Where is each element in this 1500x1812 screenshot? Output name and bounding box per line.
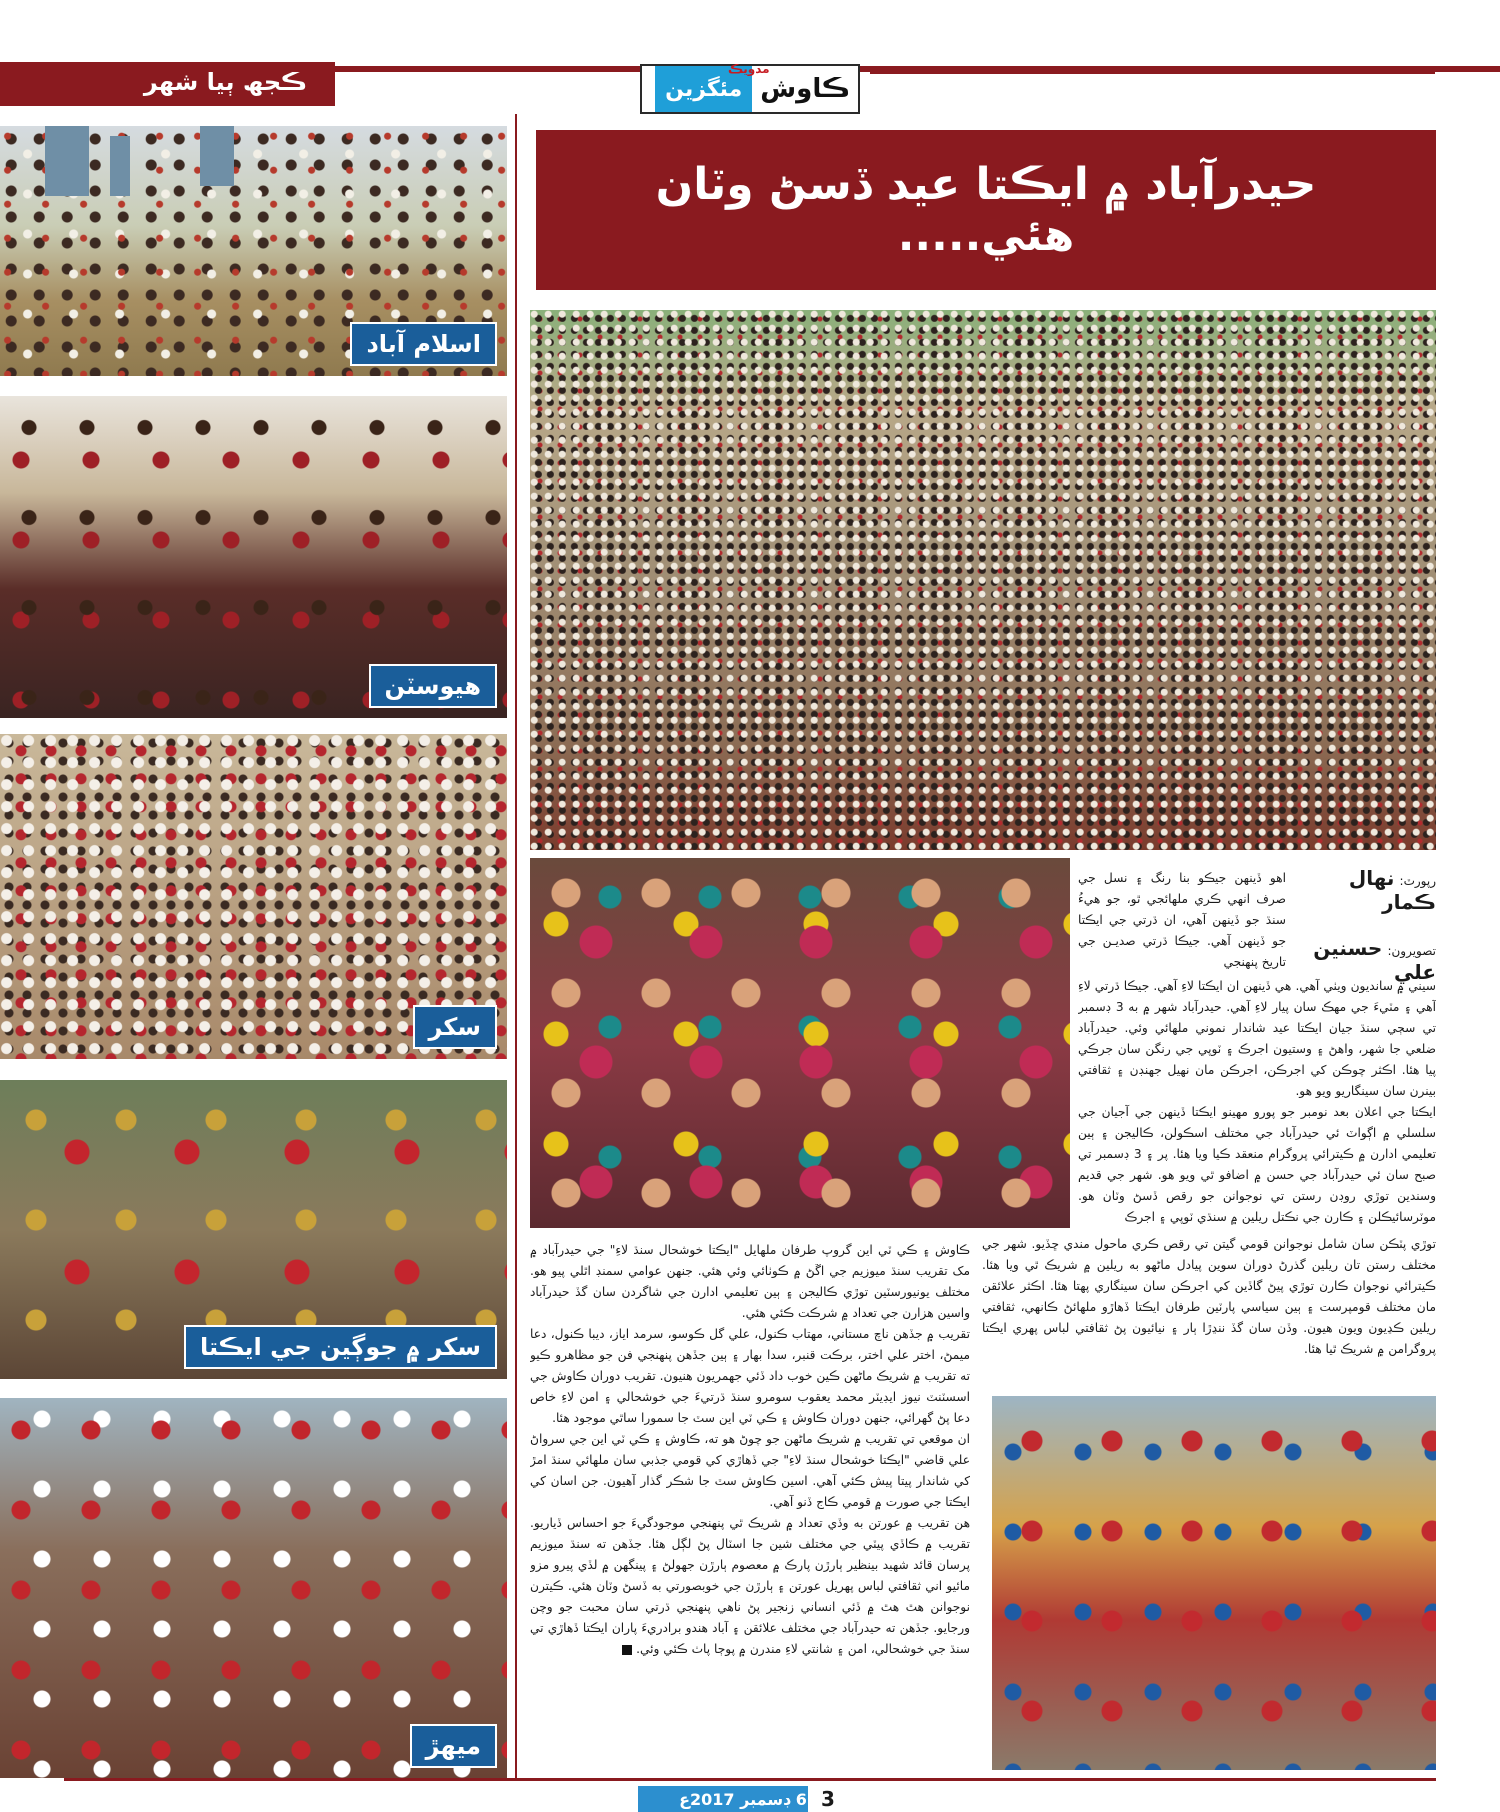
article-paragraph: ان موقعي تي تقريب ۾ شريڪ ماڻهن جو چوڻ هو ته، ڪاوش ۽ ڪي ٽي اين جي سرواڻ علي قاضي "ايڪتا خوشحال سنڌ لاءِ" جي ڏهاڙي کي قومي جذبي سان ملهائي سنڌ امڙ کي شاندار پيتا پيش ڪئي آهي. اسين ڪاوش سٽ جا شڪر گذار آهيون. جن اسان کي ايڪتا جي صورت ۾ قومي ڪاج ڏنو آهي. <box>530 1432 970 1509</box>
photo-label: سکر ۾ جوڳين جي ايڪتا <box>184 1325 497 1369</box>
photo-islamabad <box>0 126 507 376</box>
photo-name: حسنين علي <box>1313 936 1436 984</box>
column-rule <box>515 114 517 1780</box>
page-number: 3 <box>808 1786 848 1812</box>
photo-mehar <box>0 1398 507 1778</box>
article-wide-block <box>982 1234 1436 1394</box>
article-paragraph: سيني ۾ سانديون ويٺي آهي. هي ڏينهن ان ايڪتا لاءِ آهي. جيڪا ڌرتي لاءِ آهي ۽ مٽيءَ جي مهڪ سان پيار لاءِ آهي. حيدرآباد شهر ۾ به 3 ڊسمبر تي سڄي سنڌ جيان ايڪتا عيد شاندار نموني ملهائي وئي. حيدرآباد ضلعي جا شهر، واهڻ ۽ وستيون اجرڪ ۽ ٽوپي جي رنگن سان جرڪي پيا هئا. اڪثر چوڪن کي اجرڪن، اجرڪن مان نهيل جهنڊن ۽ ثقافتي بينرن سان سينگاريو ويو هو. <box>1078 979 1436 1098</box>
masthead-main: ڪاوش <box>760 74 850 104</box>
photo-label: ميهڙ <box>410 1724 497 1768</box>
masthead-small: مدويڪ <box>728 62 770 76</box>
article-paragraph: اهو ڏينهن جيڪو بنا رنگ ۽ نسل جي صرف انهي ڪري ملهائجي ٿو، جو هيءُ سنڌ جو ڏينهن آهي، ان ڌرتي جي ايڪتا جو ڏينهن آهي. جيڪا ڌرتي صديـن جي تاريخ پنهنجي <box>1078 871 1286 969</box>
top-rule-thin <box>870 72 1435 74</box>
report-name: نهال ڪمار <box>1348 866 1436 914</box>
article-paragraph <box>530 1513 970 1660</box>
section-title: ڪجھ ٻيا شهر <box>0 62 335 106</box>
photo-role: تصويرون: <box>1387 944 1436 958</box>
byline <box>1290 866 1436 984</box>
photo-houston <box>0 396 507 718</box>
article-right-column <box>1078 976 1436 1230</box>
article-intro <box>1078 868 1286 970</box>
masthead-logo <box>640 64 860 114</box>
footer-date: 6 ڊسمبر 2017ع <box>638 1786 848 1812</box>
report-role: رپورٽ: <box>1399 874 1436 888</box>
article-text: هن تقريب ۾ عورتن به وڏي تعداد ۾ شريڪ ٿي پنهنجي موجودگيءَ جو احساس ڏياريو. تقريب ۾ ڪاڏي پيٽي جي مختلف شين جا اسٽال پڻ لڳل هئا. جڏهن ته سنڌ ميوزيم پرسان قائد شهيد بينظير ٻارڙن پارڪ ۾ معصوم ٻارڙن جهولڻ ۽ پينگهن ۾ لڏي پيرو مزو مائيو اني ثقافتي لباس پهريل عورتن ۽ ٻارڙن جي خوبصورتي به ڏسڻ وٽان هئي. ڪيترن نوجوانن هٿ هٿ ۾ ڏئي انساني زنجير پڻ ناهي پنهنجي ڌرتي سان محبت جو وچن ورجايو. جڏهن ته حيدرآباد جي مختلف علائقن ۽ آباد هندو برادريءَ پاران ايڪتا ڏهاڙي تي سنڌ جي خوشحالي، امن ۽ شانتي لاءِ مندرن ۾ پوڄا پاٺ ڪئي وئي. <box>530 1516 970 1656</box>
photo-label: هيوسٽن <box>369 664 497 708</box>
main-photo-crowd <box>530 310 1436 850</box>
end-mark-icon <box>622 1645 632 1655</box>
headline: حيدرآباد ۾ ايڪتا عيد ڏسڻ وٽان هئي..... <box>536 130 1436 290</box>
article-middle-column <box>530 1240 970 1772</box>
photo-label: اسلام آباد <box>350 322 497 366</box>
bottom-rule <box>64 1778 1436 1781</box>
photo-sukkur-jogi <box>0 1080 507 1379</box>
photo-women-selfie <box>530 858 1070 1228</box>
article-paragraph: ايڪتا جي اعلان بعد نومبر جو پورو مهينو ايڪتا ڏينهن جي آجيان جي سلسلي ۾ اڳواٽ ئي حيدرآباد جي مختلف اسڪولن، ڪاليجن ۽ ٻين تعليمي ادارن ۾ ڪيترائي پروگرام منعقد ڪيا ويا هئا. پر ۽ 3 ڊسمبر تي صبح سان ئي حيدرآباد جي حسن ۾ اضافو ٿي ويو هو. شهر جي قديم وسندين توڙي روڊن رستن تي نوجوانن جو رقص ڏسڻ وٽان هو. موٽرسائيڪلن ۽ ڪارن جي نڪتل ريلين ۾ سنڌي ٽوپي ۽ اجرڪ <box>1078 1105 1436 1224</box>
article-paragraph: ڪاوش ۽ ڪي ٽي اين گروپ طرفان ملهايل "ايڪتا خوشحال سنڌ لاءِ" جي حيدرآباد ۾ مک تقريب سنڌ ميوزيم جي اڱڻ ۾ ڪوٺائي وئي هئي. جنهن عوامي سمنڊ اٿلي پيو هو. مختلف يونيورسٽين توڙي ڪاليجن ۽ ٻين تعليمي ادارن جي شاگردن سان گڏ حيدرآباد واسين هزارن جي تعداد ۾ شرڪت ڪئي هئي. <box>530 1243 970 1320</box>
article-paragraph: تقريب ۾ جڏهن ناچ مستاني، مهتاب ڪنول، علي گل ڪوسو، سرمد اياز، ديبا ڪنول، دعا ميمڻ، اختر علي اختر، برڪت قنبر، سدا بهار ۽ ٻين جڏهن پنهنجي فن جو مظاهرو ڪيو ته تقريب ۾ شريڪ ماڻهن ڪين خوب داد ڏئي جهمريون هنيون. تقريب دوران ڪاوش جي اسسٽنٽ نيوز ايڊيٽر محمد يعقوب سومرو سنڌ ڌرتيءَ جي خوشحالي ۽ امن لاءِ خاص دعا پڻ گهرائي، جنهن دوران ڪاوش ۽ ڪي ٽي اين سٽ جا سمورا ساٿي موجود هئا. <box>530 1327 970 1425</box>
photo-sukkur <box>0 734 507 1059</box>
photo-stage-performance <box>992 1396 1436 1770</box>
masthead-sub: مئگزين <box>655 66 752 112</box>
article-paragraph: توڙي پٽڪن سان شامل نوجوانن قومي گيتن تي رقص ڪري ماحول مندي ڇڏيو. شهر جي مختلف رستن تان ريلين گذرڻ دوران سوين پيادل ماڻهو به ريلين ۾ شريڪ ٿي ويا هئا. ڪيترائي نوجوان ڪارن توڙي پيڻ گاڏين کي اجرڪن سان سينگاري پهتا هئا. اڪثر علائقن مان مختلف قومپرست ۽ ٻين سياسي پارٽين طرفان ايڪتا ڏهاڙو ملهائڻ ڪانهي، ثقافتي ريلين ڪڍيون ويون هيون. وڏن سان گڏ ننڍڙا ٻار ۽ نيائيون پڻ ثقافتي لباس پهري ايڪتا پروگرامن ۾ شريڪ ٿيا هئا. <box>982 1237 1436 1356</box>
photo-label: سکر <box>413 1005 498 1049</box>
